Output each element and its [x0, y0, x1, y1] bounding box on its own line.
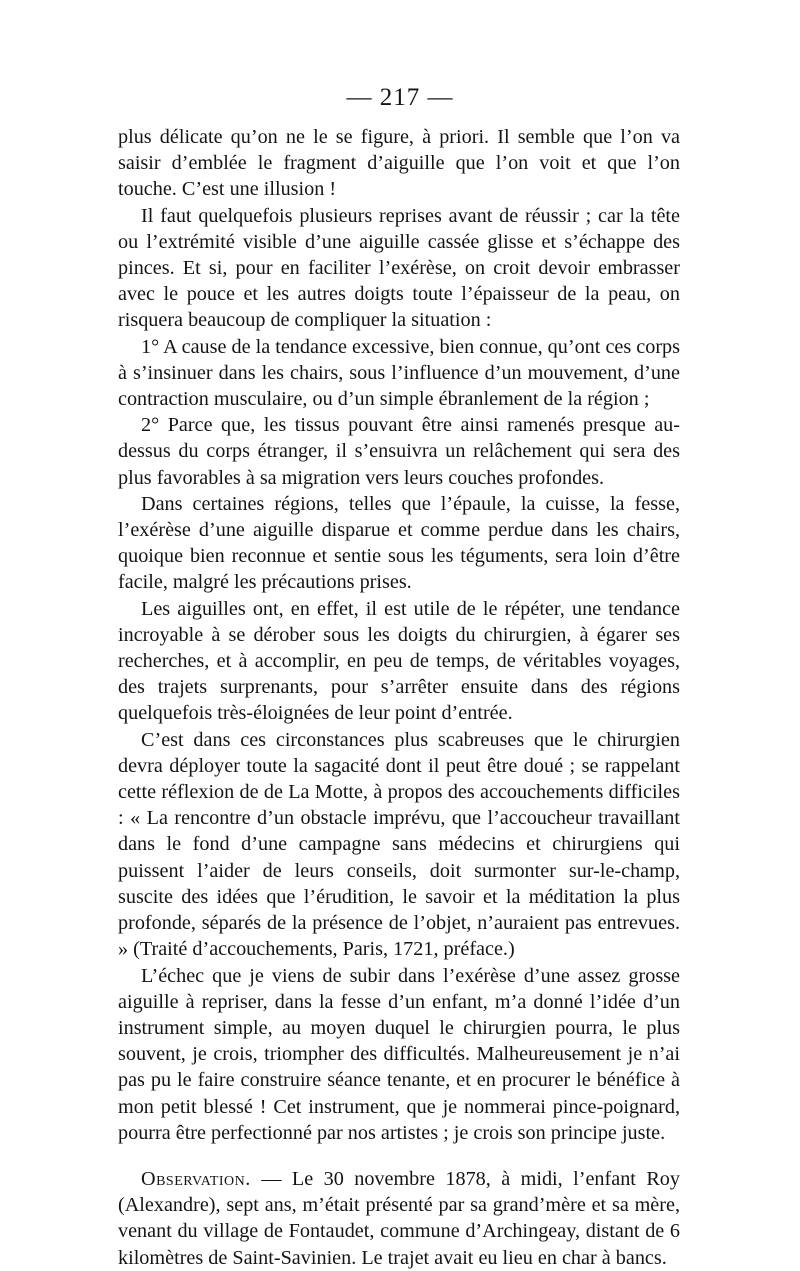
paragraph: Les aiguilles ont, en effet, il est utile de le répéter, une tendance incroyable à se dérober sous les doigts du chirurgien, à égarer ses recherches, et à accomplir, en peu de temps, de véritables voyages, des trajets surprenants, pour s’arrêter ensuite dans des régions quelquefois très-éloignées de leur point d’entrée.: [118, 597, 680, 725]
paragraph: 2° Parce que, les tissus pouvant être ainsi ramenés presque au-dessus du corps étranger, il s’ensuivra un relâchement qui sera des plus favorables à sa migration vers leurs couches profondes.: [118, 414, 680, 489]
paragraph: 1° A cause de la tendance excessive, bien connue, qu’ont ces corps à s’insinuer dans les chairs, sous l’influence d’un mouvement, d’une contraction musculaire, ou d’un simple ébranlement de la région ;: [118, 335, 680, 411]
page-number: — 217 —: [346, 84, 454, 111]
observation-paragraph: [118, 1166, 680, 1271]
observation-text: — Le 30 novembre 1878, à midi, l’enfant Roy (Alexandre), sept ans, m’était présenté par sa grand’mère et sa mère, venant du village de Fontaudet, commune d’Archingeay, distant de 6 kilomètres de Saint-Savinien. Le trajet avait eu lieu en char à bancs.: [118, 1167, 680, 1269]
paragraph: L’échec que je viens de subir dans l’exérèse d’une assez grosse aiguille à repriser, dans la fesse d’un enfant, m’a donné l’idée d’un instrument simple, au moyen duquel le chirurgien pourra, le plus souvent, je crois, triompher des difficultés. Malheureusement je n’ai pas pu le faire construire séance tenante, et en procurer le bénéfice à mon petit blessé ! Cet instrument, que je nommerai pince-poignard, pourra être perfectionné par nos artistes ; je crois son principe juste.: [118, 964, 680, 1144]
paragraph: plus délicate qu’on ne le se figure, à priori. Il semble que l’on va saisir d’emblée le fragment d’aiguille que l’on voit et que l’on touche. C’est une illusion !: [118, 126, 680, 201]
body-text: [118, 124, 680, 1271]
paragraph: Il faut quelquefois plusieurs reprises avant de réussir ; car la tête ou l’extrémité visible d’une aiguille cassée glisse et s’échappe des pinces. Et si, pour en faciliter l’exérèse, on croit devoir embrasser avec le pouce et les autres doigts toute l’épaisseur de la peau, on risquera beaucoup de compliquer la situation :: [118, 204, 680, 332]
observation-label: Observation.: [141, 1167, 251, 1190]
paragraph: C’est dans ces circonstances plus scabreuses que le chirurgien devra déployer toute la sagacité dont il peut être doué ; se rappelant cette réflexion de de La Motte, à propos des accouchements difficiles : « La rencontre d’un obstacle imprévu, que l’accoucheur travaillant dans le fond d’une campagne sans médecins et chirurgiens qui puissent l’aider de leurs conseils, doit surmonter sur-le-champ, suscite des idées que l’érudition, le savoir et la méditation la plus profonde, séparés de la présence de l’objet, n’auraient pas entrevues. » (Traité d’accouchements, Paris, 1721, préface.): [118, 728, 680, 961]
paragraph: Dans certaines régions, telles que l’épaule, la cuisse, la fesse, l’exérèse d’une aiguille disparue et comme perdue dans les chairs, quoique bien reconnue et sentie sous les téguments, sera loin d’être facile, malgré les précautions prises.: [118, 492, 680, 594]
